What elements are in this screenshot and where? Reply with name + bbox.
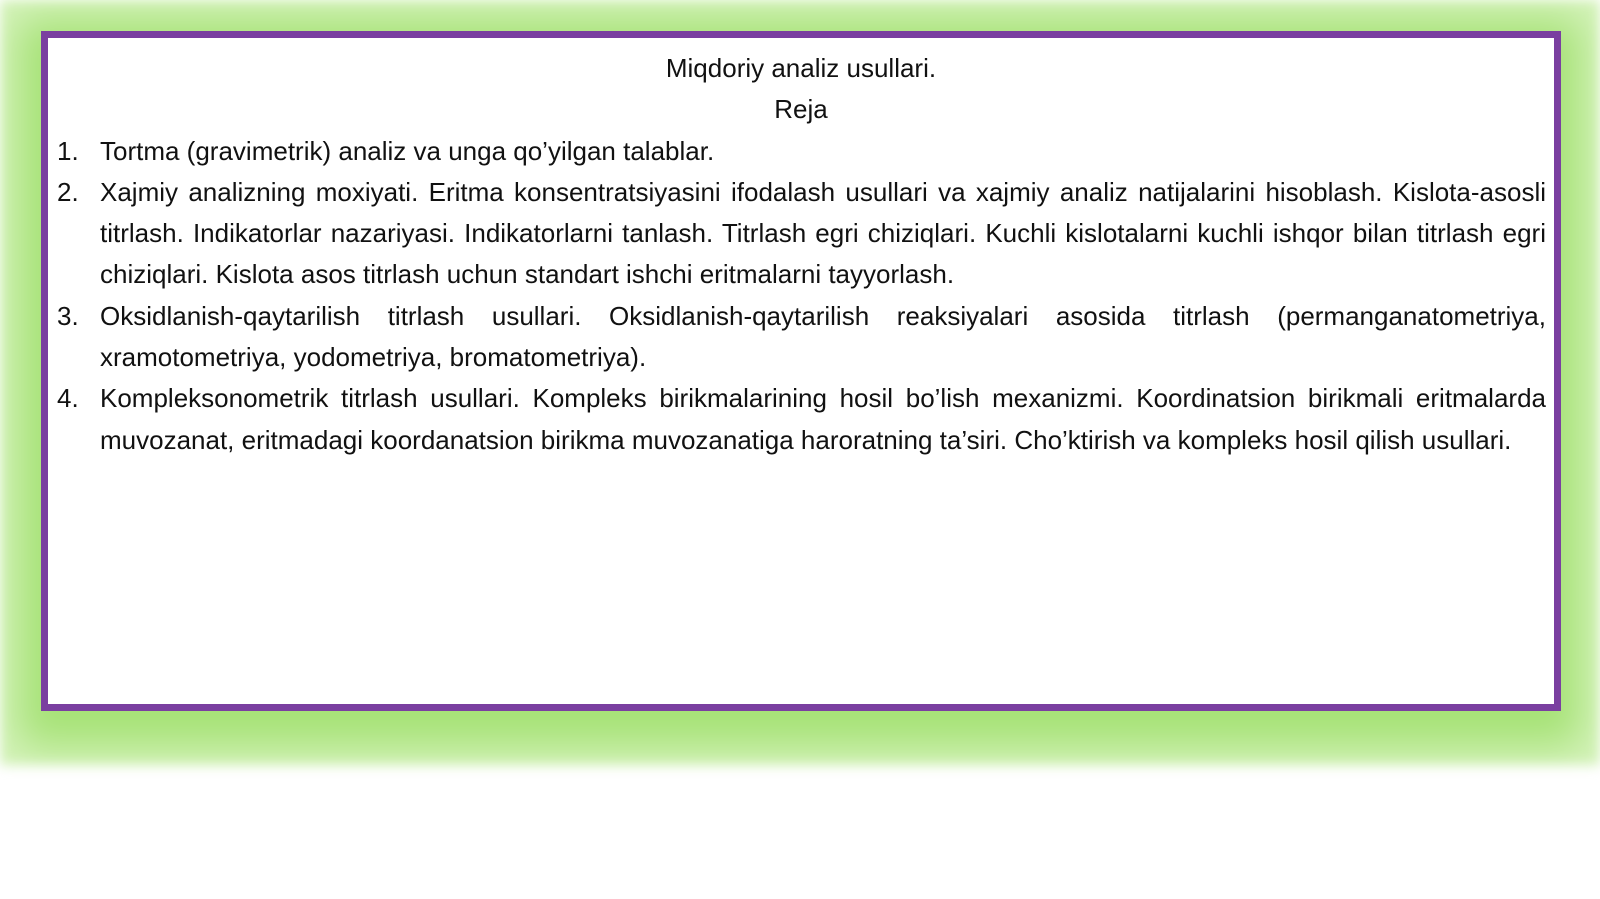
plan-list <box>48 131 1554 461</box>
plan-item-2 <box>48 172 1554 296</box>
plan-item-number: 4. <box>57 383 79 414</box>
plan-item-text: Kompleksonometrik titrlash usullari. Kompleks birikmalarining hosil bo’lish mexanizmi. Koordinatsion birikmali eritmalarda muvozanat, eritmadagi koordanatsion birikma muvozanatiga haroratning ta’siri. Cho’ktirish va kompleks hosil qilish usullari. <box>100 383 1546 455</box>
plan-item-1 <box>48 131 1554 172</box>
plan-item-number: 2. <box>57 176 79 207</box>
plan-item-text: Xajmiy analizning moxiyati. Eritma konsentratsiyasini ifodalash usullari va xajmiy analiz natijalarini hisoblash. Kislota-asosli titrlash. Indikatorlar nazariyasi. Indikatorlarni tanlash. Titrlash egri chiziqlari. Kuchli kislotalarni kuchli ishqor bilan titrlash egri chiziqlari. Kislota asos titrlash uchun standart ishchi eritmalarni tayyorlash. <box>100 176 1546 290</box>
slide-title: Miqdoriy analiz usullari. <box>665 53 937 83</box>
plan-item-text: Oksidlanish-qaytarilish titrlash usullari. Oksidlanish-qaytarilish reaksiyalari asosida titrlash (permanganatometriya, xramotometriya, yodometriya, bromatometriya). <box>100 300 1546 373</box>
slide-subtitle: Reja <box>774 94 828 125</box>
plan-item-text: Tortma (gravimetrik) analiz va unga qo’yilgan talablar. <box>100 135 715 166</box>
plan-item-number: 1. <box>57 135 79 166</box>
plan-item-3 <box>48 296 1554 379</box>
plan-item-number: 3. <box>57 300 79 331</box>
slide-content <box>48 48 1554 461</box>
plan-item-4 <box>48 378 1554 461</box>
slide-frame <box>41 31 1561 711</box>
